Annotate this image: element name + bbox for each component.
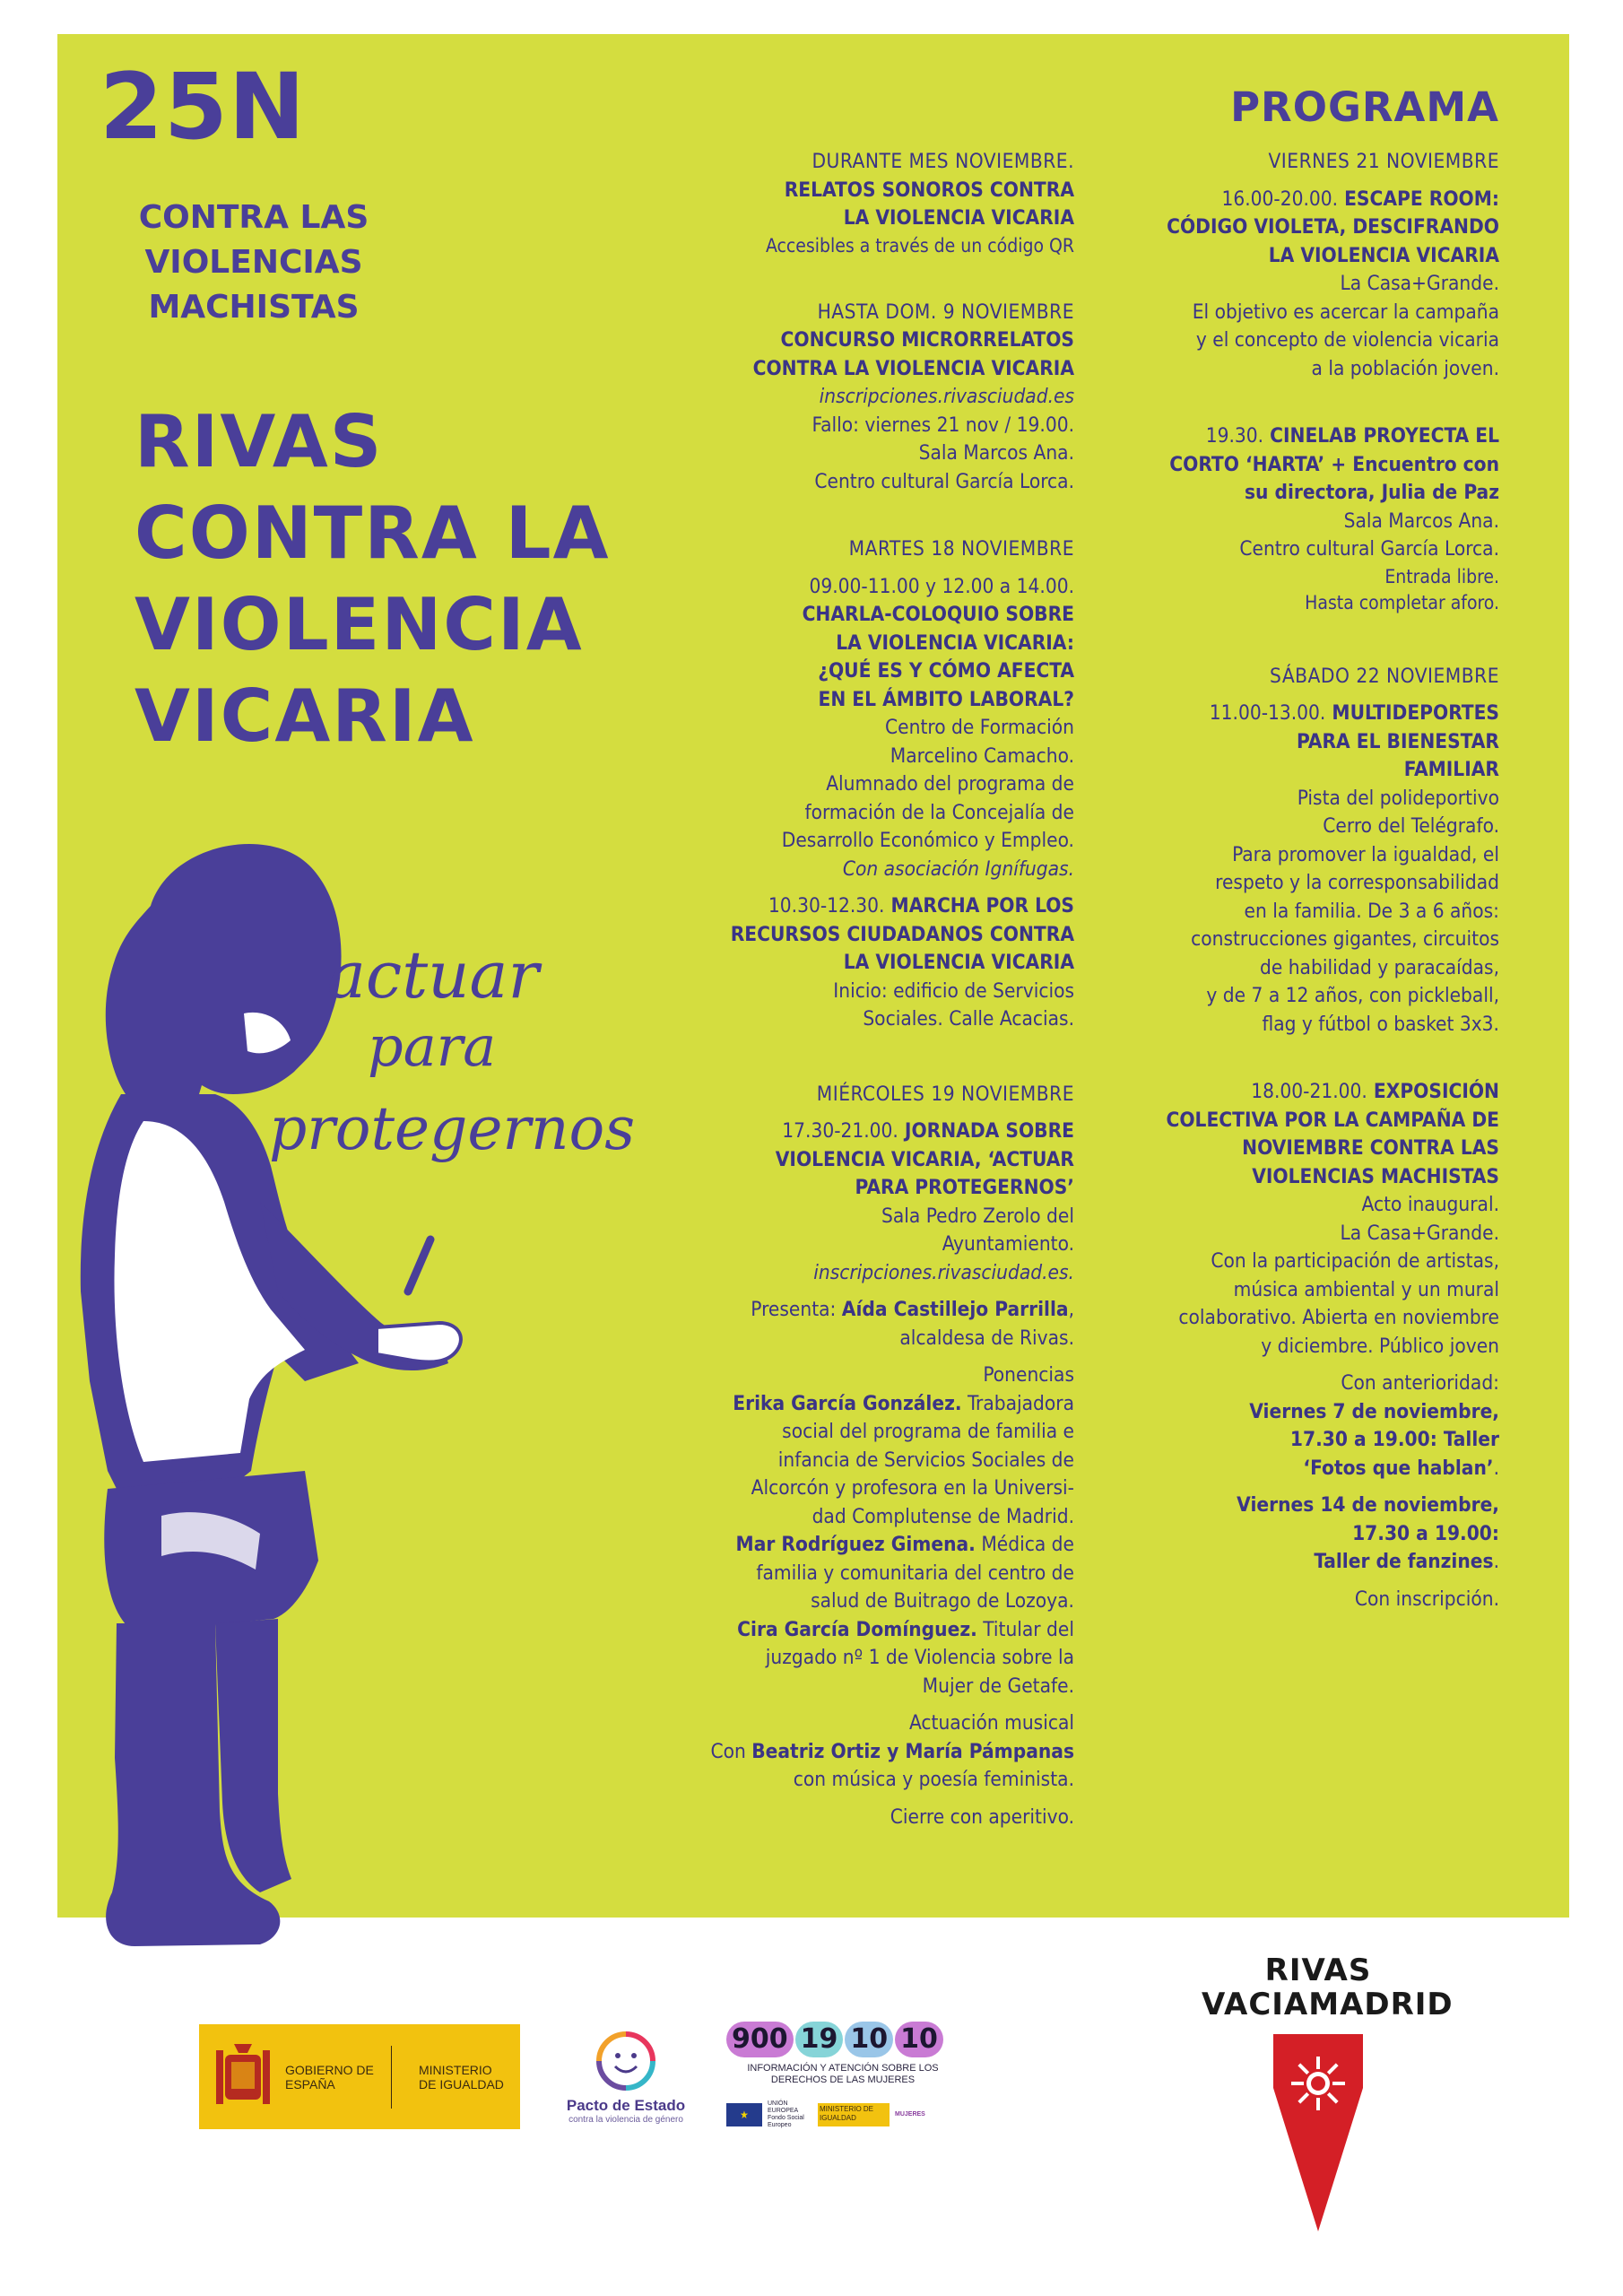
- event-detail: de habilidad y paracaídas,: [1259, 955, 1499, 979]
- registration-link[interactable]: inscripciones.rivasciudad.es.: [813, 1260, 1074, 1284]
- rivas-shield-icon: [1273, 2034, 1363, 2231]
- event-detail: Marcelino Camacho.: [890, 744, 1074, 768]
- event-time: 10.30-12.30.: [768, 894, 885, 918]
- speaker-name: Mar Rodríguez Gimena.: [735, 1533, 976, 1556]
- event-date: MARTES 18 NOVIEMBRE: [848, 537, 1074, 561]
- speaker-bio: salud de Buitrago de Lozoya.: [811, 1589, 1074, 1613]
- section-label: Ponencias: [983, 1363, 1074, 1387]
- event-time: 17.30-21.00.: [782, 1119, 898, 1143]
- event-title: ESCAPE ROOM:: [1338, 187, 1499, 211]
- event-detail: en la familia. De 3 a 6 años:: [1244, 899, 1499, 923]
- event-detail: respeto y la corresponsabilidad: [1215, 871, 1499, 894]
- event-detail: Centro cultural García Lorca.: [1239, 537, 1499, 561]
- speaker-bio: social del programa de familia e: [782, 1420, 1074, 1443]
- performer-names: Beatriz Ortiz y María Pámpanas: [751, 1739, 1074, 1763]
- gobierno-text: GOBIERNO DE ESPAÑA: [285, 2062, 374, 2092]
- helpline-900-logo: [726, 2022, 959, 2138]
- event-detail: con música y poesía feminista.: [793, 1768, 1074, 1791]
- pacto-de-estado-logo: [554, 2029, 698, 2127]
- event-date: SÁBADO 22 NOVIEMBRE: [1270, 664, 1499, 688]
- speaker-bio: Trabajadora: [961, 1391, 1074, 1415]
- speaker-bio: Alcorcón y profesora en la Universi-: [751, 1476, 1074, 1500]
- event-detail: Sala Marcos Ana.: [918, 441, 1074, 465]
- section-label: Actuación musical: [908, 1711, 1074, 1735]
- label: Con: [710, 1739, 752, 1763]
- event-time: 09.00-11.00 y 12.00 a 14.00.: [809, 574, 1074, 598]
- event-detail: Con asociación Ignífugas.: [842, 857, 1074, 881]
- event-title: VIOLENCIAS MACHISTAS: [1252, 1164, 1499, 1188]
- helpline-text: INFORMACIÓN Y ATENCIÓN SOBRE LOS DERECHOS DE LAS MUJERES: [747, 2063, 939, 2085]
- speaker-bio: Mujer de Getafe.: [922, 1674, 1074, 1698]
- headline-subtitle: [135, 196, 373, 330]
- event-detail: a la población joven.: [1311, 356, 1499, 380]
- event-title: CORTO ‘HARTA’ + Encuentro con: [1169, 452, 1499, 476]
- subtitle-line: VIOLENCIAS: [144, 244, 363, 281]
- event-detail: construcciones gigantes, circuitos: [1191, 927, 1499, 951]
- event-title: EN EL ÁMBITO LABORAL?: [818, 687, 1074, 711]
- event-title: CINELAB PROYECTA EL: [1263, 424, 1499, 448]
- event-note: Accesibles a través de un código QR: [765, 234, 1074, 257]
- event-detail: y el concepto de violencia vicaria: [1195, 328, 1499, 352]
- speaker-bio: infancia de Servicios Sociales de: [777, 1448, 1074, 1472]
- event-time: 19.30.: [1205, 424, 1264, 448]
- event-title: CONTRA LA VIOLENCIA VICARIA: [752, 356, 1074, 380]
- funding-logos: [726, 2100, 959, 2129]
- event-title: LA VIOLENCIA VICARIA:: [836, 631, 1074, 655]
- workshop-title: Taller de fanzines: [1314, 1550, 1494, 1573]
- event-time: 16.00-20.00.: [1221, 187, 1339, 211]
- pacto-title: Pacto de Estado: [566, 2097, 686, 2114]
- phone-digits: 900: [726, 2022, 794, 2057]
- helpline-number: [726, 2022, 959, 2057]
- speaker-bio: Titular del: [976, 1617, 1074, 1641]
- punctuation: .: [1493, 1550, 1499, 1573]
- punctuation: ,: [1068, 1298, 1074, 1321]
- workshop-title: ‘Fotos que hablan’: [1303, 1456, 1494, 1480]
- label: Presenta:: [751, 1298, 842, 1321]
- event-date: MIÉRCOLES 19 NOVIEMBRE: [816, 1082, 1074, 1106]
- event-detail: Fallo: viernes 21 nov / 19.00.: [812, 413, 1074, 437]
- workshop-time: 17.30 a 19.00:: [1352, 1521, 1499, 1545]
- event-detail: La Casa+Grande.: [1340, 1221, 1499, 1245]
- ministerio-text: MINISTERIO DE IGUALDAD: [419, 2062, 504, 2092]
- campaign-title: [135, 396, 611, 762]
- event-detail: Inicio: edificio de Servicios: [833, 978, 1074, 1003]
- event-detail: Pista del polideportivo: [1297, 786, 1499, 810]
- event-detail: Desarrollo Económico y Empleo.: [781, 829, 1074, 852]
- headline-25n: 25N: [99, 54, 307, 161]
- event-title: FAMILIAR: [1403, 758, 1499, 781]
- event-detail: Ayuntamiento.: [942, 1232, 1074, 1256]
- registration-link[interactable]: inscripciones.rivasciudad.es: [819, 385, 1074, 408]
- event-time: 18.00-21.00.: [1251, 1080, 1367, 1103]
- coat-of-arms-icon: [212, 2037, 274, 2118]
- event-detail: Cierre con aperitivo.: [890, 1805, 1074, 1829]
- event-title: COLECTIVA POR LA CAMPAÑA DE: [1166, 1108, 1499, 1132]
- event-detail: Alumnado del programa de: [826, 772, 1074, 796]
- handwriting-word: actuar: [327, 937, 539, 1013]
- speaker-bio: juzgado nº 1 de Violencia sobre la: [765, 1646, 1074, 1669]
- event-detail: El objetivo es acercar la campaña: [1192, 300, 1499, 324]
- phone-digits: 10: [845, 2022, 893, 2057]
- speaker-role: alcaldesa de Rivas.: [899, 1326, 1074, 1350]
- event-detail: Sociales. Calle Acacias.: [863, 1007, 1074, 1031]
- event-detail: flag y fútbol o basket 3x3.: [1262, 1012, 1499, 1036]
- event-title: EXPOSICIÓN: [1367, 1080, 1499, 1103]
- pacto-subtitle: contra la violencia de género: [568, 2115, 683, 2125]
- section-label: Con anterioridad:: [1341, 1371, 1499, 1395]
- event-detail: Sala Marcos Ana.: [1343, 509, 1499, 533]
- event-detail: Entrada libre.: [1384, 565, 1499, 587]
- pacto-circle-icon: [594, 2029, 658, 2093]
- event-time: 11.00-13.00.: [1209, 701, 1326, 725]
- mini-gobierno-logo: MINISTERIO DE IGUALDAD: [818, 2103, 890, 2126]
- event-title: CÓDIGO VIOLETA, DESCIFRANDO: [1167, 215, 1499, 239]
- title-line: VIOLENCIA: [135, 583, 584, 666]
- handwriting: [269, 937, 690, 1197]
- speaker-bio: Médica de: [975, 1533, 1074, 1556]
- subtitle-line: CONTRA LAS: [138, 199, 369, 236]
- eu-text: UNIÓN EUROPEA Fondo Social Europeo: [768, 2100, 804, 2128]
- title-line: RIVAS: [135, 400, 384, 483]
- event-title: CHARLA-COLOQUIO SOBRE: [802, 603, 1074, 626]
- event-detail: Con la participación de artistas,: [1211, 1249, 1499, 1273]
- handwriting-word: para: [368, 1013, 497, 1079]
- event-detail: Sala Pedro Zerolo del: [881, 1204, 1074, 1228]
- event-title: MULTIDEPORTES: [1325, 701, 1499, 725]
- event-title: LA VIOLENCIA VICARIA: [1268, 243, 1499, 267]
- divider: [391, 2046, 392, 2109]
- speaker-bio: familia y comunitaria del centro de: [756, 1561, 1074, 1585]
- mujeres-text: MUJERES: [895, 2111, 925, 2118]
- event-detail: Hasta completar aforo.: [1305, 591, 1499, 613]
- program-column-middle: [668, 148, 1074, 1831]
- event-detail: La Casa+Grande.: [1340, 272, 1499, 295]
- event-date: HASTA DOM. 9 NOVIEMBRE: [817, 300, 1074, 324]
- event-detail: Centro cultural García Lorca.: [814, 469, 1074, 493]
- event-title: su directora, Julia de Paz: [1244, 481, 1499, 504]
- title-line: CONTRA LA: [135, 491, 611, 575]
- program-column-right: [1094, 148, 1499, 1613]
- event-title: CONCURSO MICRORRELATOS: [780, 328, 1074, 352]
- rivas-vaciamadrid-logo: [1202, 1952, 1454, 2235]
- event-detail: y de 7 a 12 años, con pickleball,: [1206, 984, 1499, 1007]
- event-title: MARCHA POR LOS: [884, 894, 1074, 918]
- gobierno-espana-logo: [199, 2024, 520, 2129]
- event-detail: colaborativo. Abierta en noviembre: [1178, 1306, 1499, 1329]
- phone-digits: 19: [795, 2022, 844, 2057]
- speaker-name: Erika García González.: [733, 1391, 962, 1415]
- subtitle-line: MACHISTAS: [148, 289, 360, 326]
- program-heading: PROGRAMA: [1230, 83, 1499, 131]
- rivas-name-line: VACIAMADRID: [1202, 1987, 1454, 2022]
- event-detail: Centro de Formación: [885, 716, 1074, 739]
- event-detail: Para promover la igualdad, el: [1232, 842, 1499, 866]
- event-title: JORNADA SOBRE: [898, 1119, 1074, 1143]
- speaker-name: Aída Castillejo Parrilla: [841, 1298, 1069, 1321]
- event-title: NOVIEMBRE CONTRA LAS: [1242, 1136, 1499, 1160]
- rivas-name-line: RIVAS: [1264, 1952, 1372, 1988]
- event-detail: Acto inaugural.: [1361, 1193, 1499, 1216]
- event-title: RELATOS SONOROS CONTRA: [784, 178, 1074, 202]
- workshop-date: Viernes 14 de noviembre,: [1237, 1493, 1499, 1517]
- event-title: VIOLENCIA VICARIA, ‘ACTUAR: [775, 1147, 1074, 1171]
- handwriting-word: protegernos: [269, 1094, 636, 1163]
- event-title: ¿QUÉ ES Y CÓMO AFECTA: [818, 659, 1074, 683]
- event-detail: formación de la Concejalía de: [804, 800, 1074, 824]
- workshop-date: Viernes 7 de noviembre,: [1249, 1399, 1499, 1423]
- event-title: PARA PROTEGERNOS’: [855, 1176, 1074, 1199]
- event-title: LA VIOLENCIA VICARIA: [843, 951, 1074, 974]
- event-title: PARA EL BIENESTAR: [1297, 729, 1499, 753]
- speaker-name: Cira García Domínguez.: [737, 1617, 977, 1641]
- event-detail: música ambiental y un mural: [1233, 1277, 1499, 1301]
- punctuation: .: [1493, 1456, 1499, 1480]
- event-detail: y diciembre. Público joven: [1261, 1334, 1499, 1358]
- event-detail: Con inscripción.: [1354, 1587, 1499, 1611]
- event-date: DURANTE MES NOVIEMBRE.: [812, 150, 1074, 173]
- event-title: LA VIOLENCIA VICARIA: [843, 206, 1074, 230]
- eu-flag-icon: ★: [726, 2103, 762, 2126]
- speaker-bio: dad Complutense de Madrid.: [812, 1504, 1074, 1528]
- event-detail: Cerro del Telégrafo.: [1323, 814, 1499, 838]
- event-title: RECURSOS CIUDADANOS CONTRA: [730, 922, 1074, 946]
- event-date: VIERNES 21 NOVIEMBRE: [1268, 150, 1499, 173]
- phone-digits: 10: [895, 2022, 943, 2057]
- workshop-time: 17.30 a 19.00: Taller: [1289, 1428, 1499, 1451]
- title-line: VICARIA: [135, 674, 475, 758]
